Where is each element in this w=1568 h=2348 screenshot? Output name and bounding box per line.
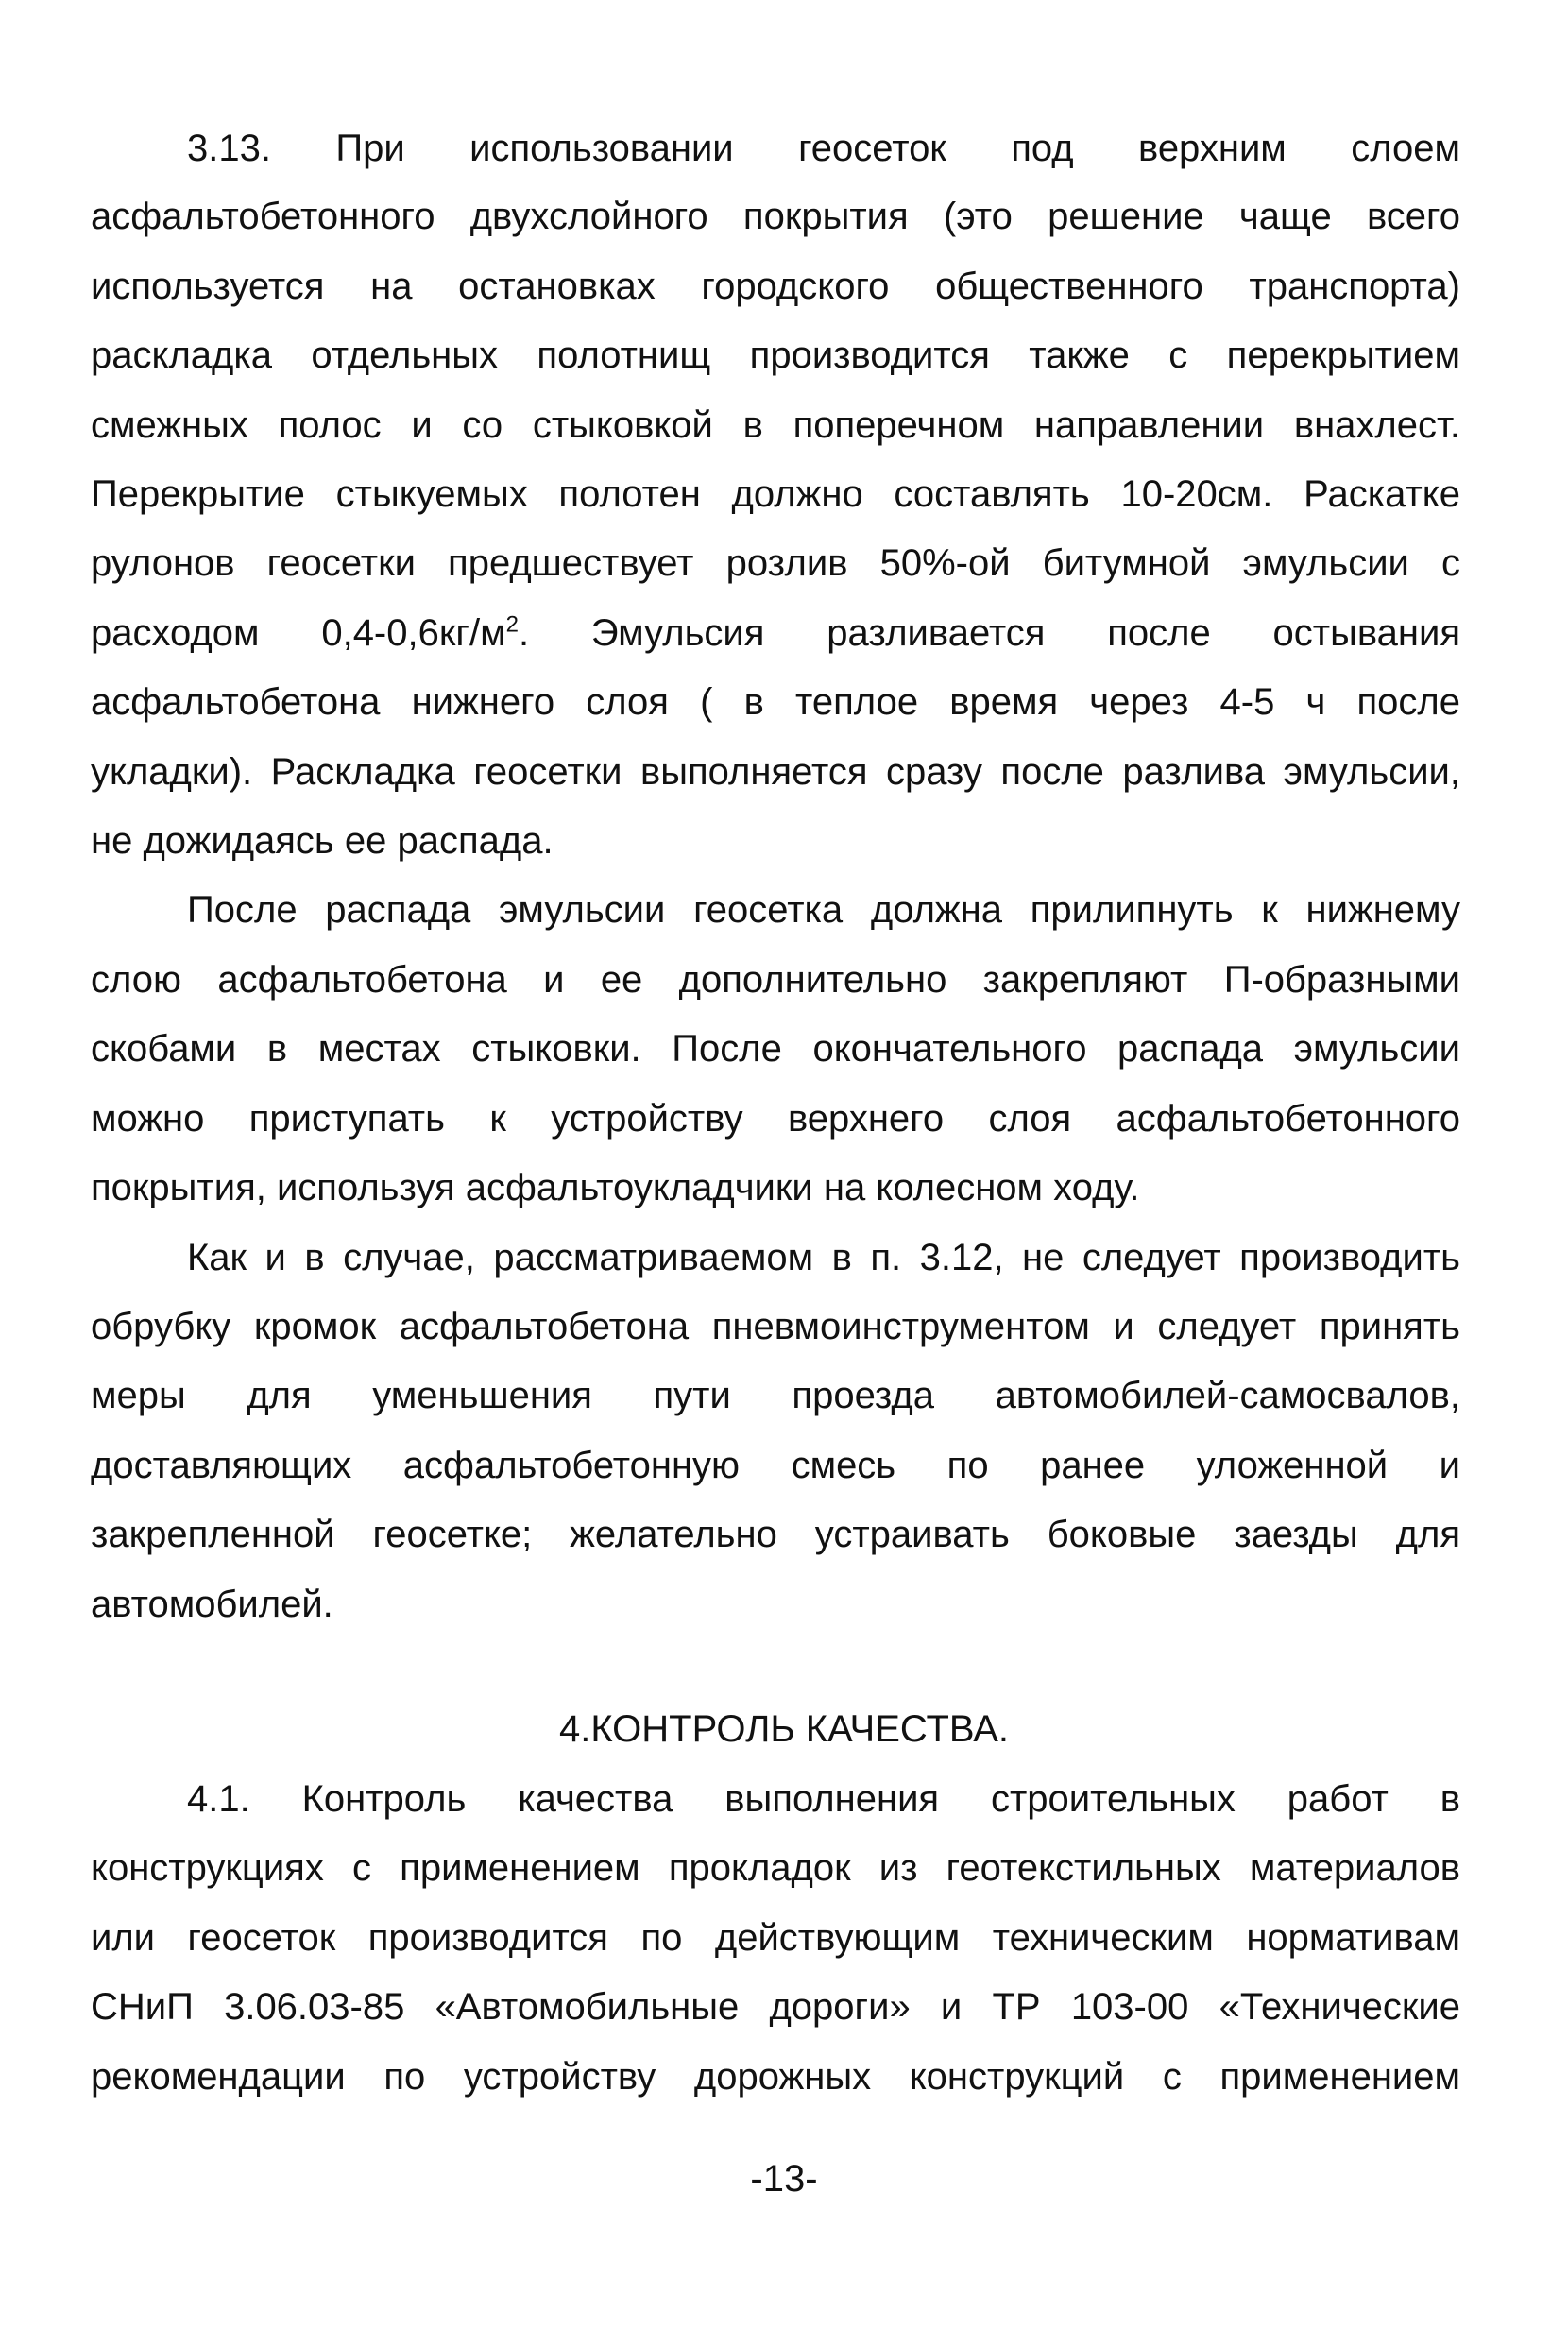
text-line: асфальтобетона нижнего слоя ( в теплое время через 4-5 ч после <box>91 681 1460 723</box>
text-line: доставляющих асфальтобетонную смесь по ранее уложенной и <box>91 1445 1460 1486</box>
text-line: смежных полос и со стыковкой в поперечном направлении внахлест. <box>91 404 1460 446</box>
section-heading: 4.КОНТРОЛЬ КАЧЕСТВА. <box>558 1708 1010 1750</box>
text-line: обрубку кромок асфальтобетона пневмоинструментом и следует принять <box>91 1306 1460 1347</box>
text-line: не дожидаясь ее распада. <box>91 820 554 862</box>
text-line: скобами в местах стыковки. После окончательного распада эмульсии <box>91 1028 1460 1070</box>
text-line: После распада эмульсии геосетка должна прилипнуть к нижнему <box>187 889 1460 931</box>
text-line-application-rate <box>91 611 1461 654</box>
text-line: можно приступать к устройству верхнего слоя асфальтобетонного <box>91 1098 1460 1140</box>
text-line: закрепленной геосетке; желательно устраивать боковые заезды для <box>91 1514 1460 1555</box>
squared-superscript: 2 <box>505 611 519 638</box>
text-line: рекомендации по устройству дорожных конструкций с применением <box>91 2056 1460 2098</box>
text-line: автомобилей. <box>91 1584 333 1625</box>
text-line: рулонов геосетки предшествует розлив 50%-ой битумной эмульсии с <box>91 542 1460 584</box>
text-line: слою асфальтобетона и ее дополнительно закрепляют П-образными <box>91 959 1460 1001</box>
text-line: меры для уменьшения пути проезда автомобилей-самосвалов, <box>91 1375 1460 1416</box>
page-number: -13- <box>750 2158 818 2200</box>
text-line: раскладка отдельных полотнищ производится также с перекрытием <box>91 334 1460 376</box>
text-line: укладки). Раскладка геосетки выполняется сразу после разлива эмульсии, <box>91 751 1460 793</box>
text-line: асфальтобетонного двухслойного покрытия (это решение чаще всего <box>91 196 1460 237</box>
rate-text: расходом 0,4-0,6кг/м <box>91 612 506 654</box>
text-line: СНиП 3.06.03-85 «Автомобильные дороги» и ТР 103-00 «Технические <box>91 1986 1460 2028</box>
text-line: 4.1. Контроль качества выполнения строительных работ в <box>187 1778 1460 1820</box>
text-line: покрытия, используя асфальтоукладчики на колесном ходу. <box>91 1167 1140 1208</box>
text-line: Как и в случае, рассматриваемом в п. 3.12, не следует производить <box>187 1237 1460 1278</box>
text-line: 3.13. При использовании геосеток под верхним слоем <box>187 128 1460 169</box>
rate-text-continued: . Эмульсия разливается после остывания <box>518 612 1461 654</box>
text-line: используется на остановках городского общественного транспорта) <box>91 266 1460 307</box>
text-line: Перекрытие стыкуемых полотен должно составлять 10-20см. Раскатке <box>91 473 1460 515</box>
text-line: конструкциях с применением прокладок из геотекстильных материалов <box>91 1847 1460 1889</box>
text-line: или геосеток производится по действующим техническим нормативам <box>91 1917 1460 1959</box>
